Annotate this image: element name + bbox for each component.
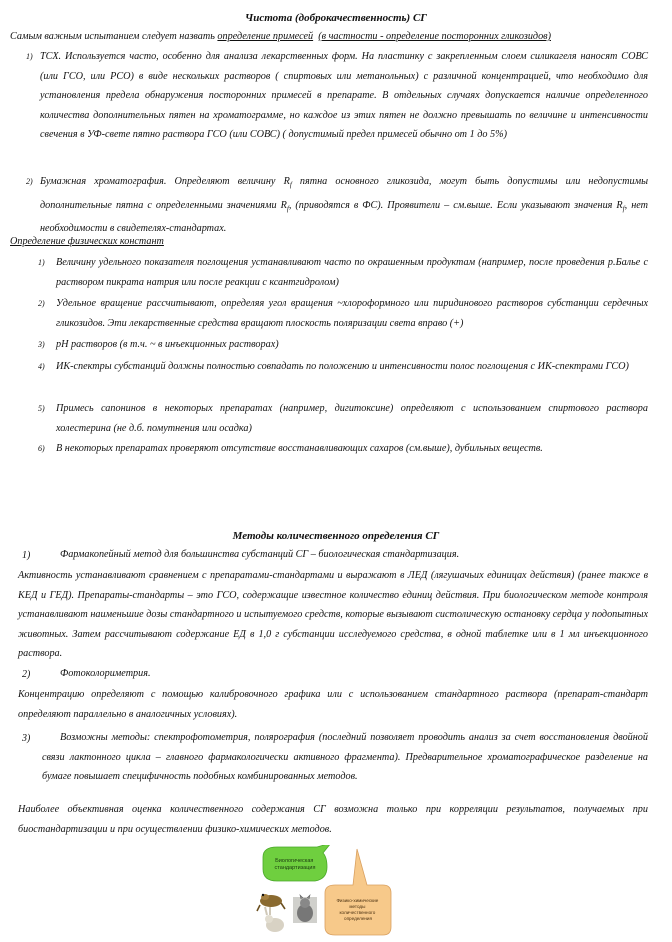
list-number: 2): [38, 299, 45, 308]
intro-paren: (в частности - определение посторонних гликозидов): [318, 31, 551, 42]
cat-icon: [293, 895, 317, 923]
section-title-purity: Чистота (доброкачественность) СГ: [245, 12, 427, 24]
purity-item-tlc: ТСХ. Используется часто, особенно для анализа лекарственных форм. На пластинку с закрепленным слоем силикагеля наносят СОВС (или ГСО, или РСО) в виде нескольких растворов ( спиртовых или метанольных) с различной концентрацией, что необходимо для установления предела обнаружения посторонних примесей в препарате. В отдельных случаях допускается наличие определенного количества дополнительных пятен на хроматограмме, но каждое из этих пятен не должно превышать по величине и интенсивности свечения в УФ-свете пятно раствора ГСО (или СОВС) ( допустимый предел примесей обычно от 1 до 5%): [40, 51, 648, 140]
method-2-heading: Фотоколориметрия.: [60, 668, 151, 679]
method-1-body: Активность устанавливают сравнением с препаратами-стандартами и выражают в ЛЕД (лягушачьих единицах действия) (ранее также в КЕД и ГЕД). Препараты-стандарты – это ГСО, содержащие известное количество единиц действия. При биологическом методе контроля устанавливают наименьшие дозы стандартного и испытуемого средств, которые вызывают систолическую остановку сердца у подопытных животных. Затем рассчитывают содержание ЕД в 1,0 г субстанции исследуемого средства, в одной таблетке или в 1 мл инъекционного раствора.: [18, 570, 648, 659]
constants-item: В некоторых препаратах проверяют отсутствие восстанавливающих сахаров (см.выше), дубильных веществ.: [56, 443, 543, 454]
list-number: 4): [38, 362, 45, 371]
orange-speech-bubble: [325, 849, 391, 935]
constants-item: ИК-спектры субстанций должны полностью совпадать по положению и интенсивности полос поглощения с ИК-спектрами ГСО): [56, 361, 629, 372]
method-2-body: Концентрацию определяют с помощью калибровочного графика или с использованием стандартного раствора (препарат-стандарт определяют параллельно в аналогичных условиях).: [18, 689, 648, 720]
constants-item: Удельное вращение рассчитывают, определяя угол вращения ~хлороформного или пиридинового растворов субстанции сердечных гликозидов. Эти лекарственные средства вращают плоскость поляризации света вправо (+): [56, 298, 648, 329]
list-number: 1): [22, 550, 31, 561]
rabbit-icon: [265, 907, 284, 932]
green-bubble-text: [275, 858, 316, 871]
green-bubble-line: стандартизация: [274, 865, 316, 871]
conclusion-paragraph: Наиболее объективная оценка количественного содержания СГ возможна только при корреляции результатов, получаемых при биостандартизации и при осуществлении физико-химических методов.: [18, 804, 648, 835]
list-number: 5): [38, 404, 45, 413]
intro-link: определение примесей: [217, 31, 314, 42]
green-bubble-line: Биологическая: [275, 858, 314, 864]
list-number: 3): [22, 733, 31, 744]
intro-prefix: Самым важным испытанием следует назвать: [10, 31, 218, 42]
list-number: 1): [26, 52, 33, 61]
method-3-body: Возможны методы: спектрофотометрия, полярография (последний позволяет проводить анализ за счет восстановления двойной связи лактонного цикла – главного фармакологически активного фрагмента). Предварительное хроматографическое разделение на бумаге повышает специфичность подобных комбинированных методов.: [42, 732, 648, 782]
list-number: 1): [38, 258, 45, 267]
list-number: 6): [38, 444, 45, 453]
orange-bubble-line: Физико-химические: [336, 898, 379, 903]
orange-bubble-line: определения: [344, 916, 372, 921]
orange-bubble-line: методы: [349, 904, 366, 909]
section-title-methods: Методы количественного определения СГ: [232, 530, 440, 542]
method-1-heading: Фармакопейный метод для большинства субстанций СГ – биологическая стандартизация.: [60, 549, 460, 560]
illustration-svg: [255, 845, 395, 937]
constants-item: Примесь сапонинов в некоторых препаратах (например, дигитоксине) определяют с использованием спиртового раствора холестерина (не д.б. помутнения или осадка): [56, 403, 648, 434]
section-title-constants: Определение физических констант: [10, 236, 164, 247]
intro-paragraph: [10, 27, 660, 47]
list-number: 3): [38, 340, 45, 349]
list-number: 2): [22, 669, 31, 680]
constants-item: pH растворов (в т.ч. ~ в инъекционных растворах): [56, 339, 279, 350]
constants-item: Величину удельного показателя поглощения устанавливают часто по окрашенным продуктам (например, после проведения р.Балье с раствором пикрата натрия или после реакции с ксантгидролом): [56, 257, 648, 288]
purity-item-paper: Бумажная хроматография. Определяют величину $R_f$ пятна основного гликозида, могут быть допустимы или недопустимы дополнительные пятна с определенными значениями $R_f$, (приводятся в ФС). Проявители – см.выше. Если указывают значения $R_f$, нет необходимости в свидетелях-стандартах.: [40, 176, 648, 235]
orange-bubble-line: количественного: [339, 910, 376, 915]
list-number: 2): [26, 177, 33, 186]
methods-illustration: [255, 845, 395, 937]
